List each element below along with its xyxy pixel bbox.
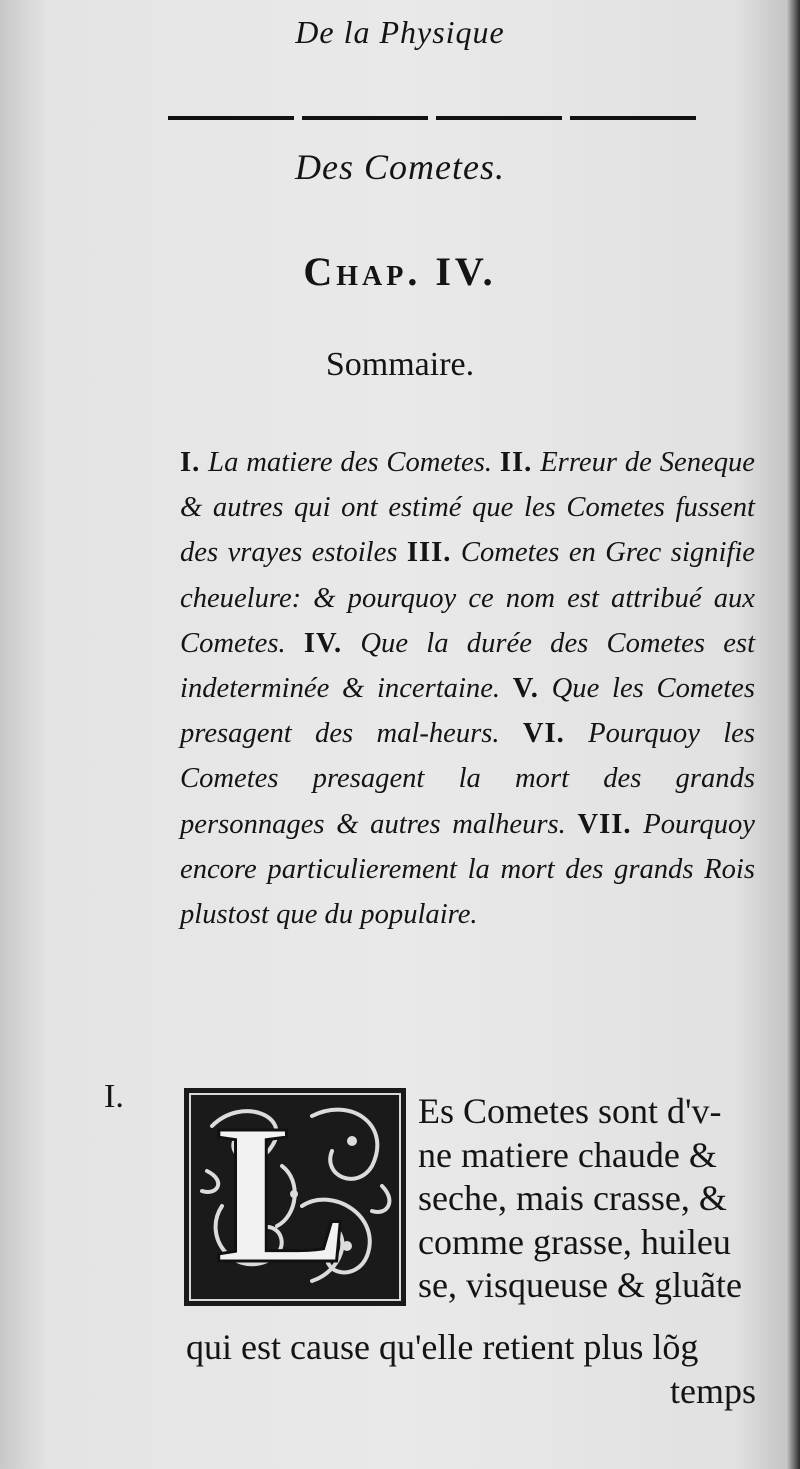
- page-edge-shadow: [786, 0, 800, 1469]
- body-line: Es Cometes sont d'v-: [418, 1091, 722, 1131]
- chapter-heading: Chap. IV.: [303, 249, 497, 294]
- margin-section-number: I.: [104, 1078, 124, 1115]
- chapter-summary: [180, 440, 755, 937]
- roman-numeral: VII.: [577, 808, 632, 840]
- body-line-full: qui est cause qu'elle retient plus lõg: [186, 1327, 699, 1367]
- body-line: seche, mais crasse, &: [418, 1178, 727, 1218]
- rule-segment: [168, 116, 294, 120]
- summary-item: La matiere des Cometes.: [208, 447, 493, 478]
- roman-numeral: II.: [499, 447, 533, 478]
- body-line: comme grasse, huileu: [418, 1221, 731, 1262]
- summary-item: Que la durée des Cometes est indeterminée & incertaine.: [180, 627, 756, 705]
- initial-letter: L: [215, 1086, 349, 1305]
- body-text-beside-initial: [418, 1090, 763, 1308]
- roman-numeral: VI.: [522, 718, 565, 750]
- header-rule: [168, 113, 696, 123]
- summary-item: Pourquoy les Cometes presagent la mort des grands personnages & autres malheurs.: [180, 718, 755, 840]
- body-line: se, visqueuse & gluãte: [418, 1265, 742, 1305]
- roman-numeral: IV.: [303, 627, 343, 659]
- summary-item: Cometes en Grec signifie cheuelure: & pourquoy ce nom est attribué aux Cometes.: [180, 537, 756, 659]
- rule-segment: [302, 116, 428, 120]
- summary-item: Que les Cometes presagent des mal-heurs.: [180, 673, 755, 750]
- rule-segment: [570, 116, 696, 120]
- summary-item: Erreur de Seneque & autres qui ont estimé que les Cometes fussent des vrayes estoiles: [180, 447, 756, 569]
- summary-item: Pourquoy encore particulierement la mort des grands Rois plustost que du populaire.: [180, 808, 755, 931]
- running-head: De la Physique: [295, 14, 505, 50]
- body-line: ne matiere chaude &: [418, 1134, 717, 1175]
- rule-segment: [436, 116, 562, 120]
- decorated-initial: [182, 1086, 408, 1308]
- roman-numeral: III.: [406, 537, 452, 569]
- roman-numeral: I.: [180, 447, 201, 478]
- summary-heading: Sommaire.: [325, 346, 475, 383]
- catchword: temps: [670, 1371, 756, 1411]
- section-title: Des Cometes.: [295, 147, 505, 187]
- roman-numeral: V.: [512, 673, 539, 705]
